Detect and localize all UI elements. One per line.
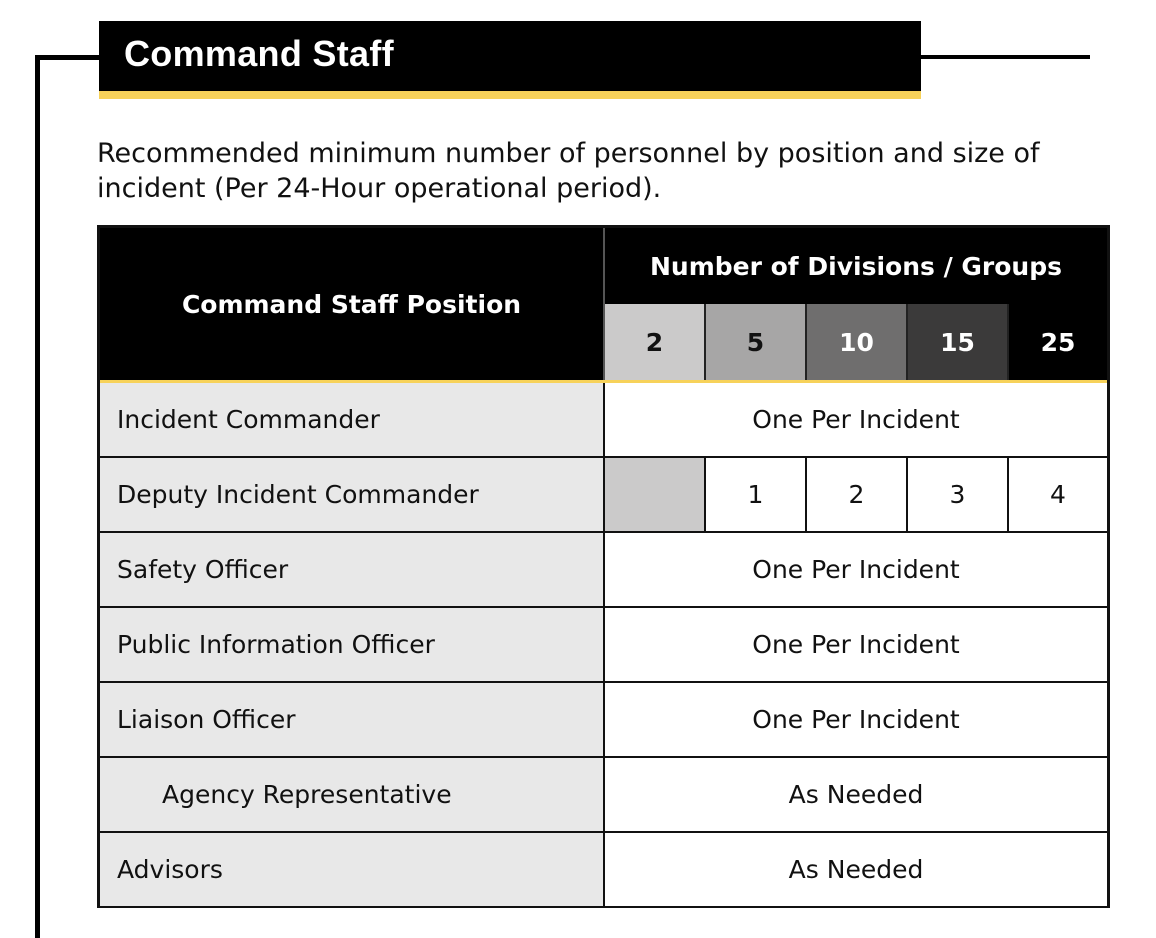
table-row [100,756,1107,831]
position-label: Advisors [100,833,605,906]
staffing-table [97,225,1110,908]
table-row [100,383,1107,458]
value-cell: 4 [1009,458,1107,531]
frame-top-line-left [35,55,101,60]
position-value: One Per Incident [605,608,1107,681]
position-label: Incident Commander [100,383,605,456]
table-row [100,681,1107,756]
position-column-header: Command Staff Position [100,228,605,380]
page-title: Command Staff [124,33,394,74]
column-header-25: 25 [1009,304,1107,380]
position-label: Deputy Incident Commander [100,458,605,531]
group-column-header: Number of Divisions / Groups [605,228,1107,304]
column-header-2: 2 [605,304,706,380]
position-label: Safety Officer [100,533,605,606]
position-value: One Per Incident [605,683,1107,756]
value-cell: 1 [706,458,807,531]
table-row [100,456,1107,531]
column-header-10: 10 [807,304,908,380]
column-header-15: 15 [908,304,1009,380]
intro-text: Recommended minimum number of personnel by position and size of incident (Per 24-Hour operational period). [97,138,1040,204]
position-label: Agency Representative [100,758,605,831]
position-value: One Per Incident [605,383,1107,456]
position-value: As Needed [605,833,1107,906]
table-row [100,531,1107,606]
position-value: One Per Incident [605,533,1107,606]
value-cell: 3 [908,458,1009,531]
position-label: Public Information Officer [100,608,605,681]
column-header-5: 5 [706,304,807,380]
title-banner-accent [99,91,921,99]
table-row [100,831,1107,905]
position-value: As Needed [605,758,1107,831]
value-cell-shaded [605,458,706,531]
value-cell: 2 [807,458,908,531]
position-label: Liaison Officer [100,683,605,756]
table-row [100,606,1107,681]
frame-left-line [35,55,40,938]
frame-top-line-right [920,55,1090,59]
